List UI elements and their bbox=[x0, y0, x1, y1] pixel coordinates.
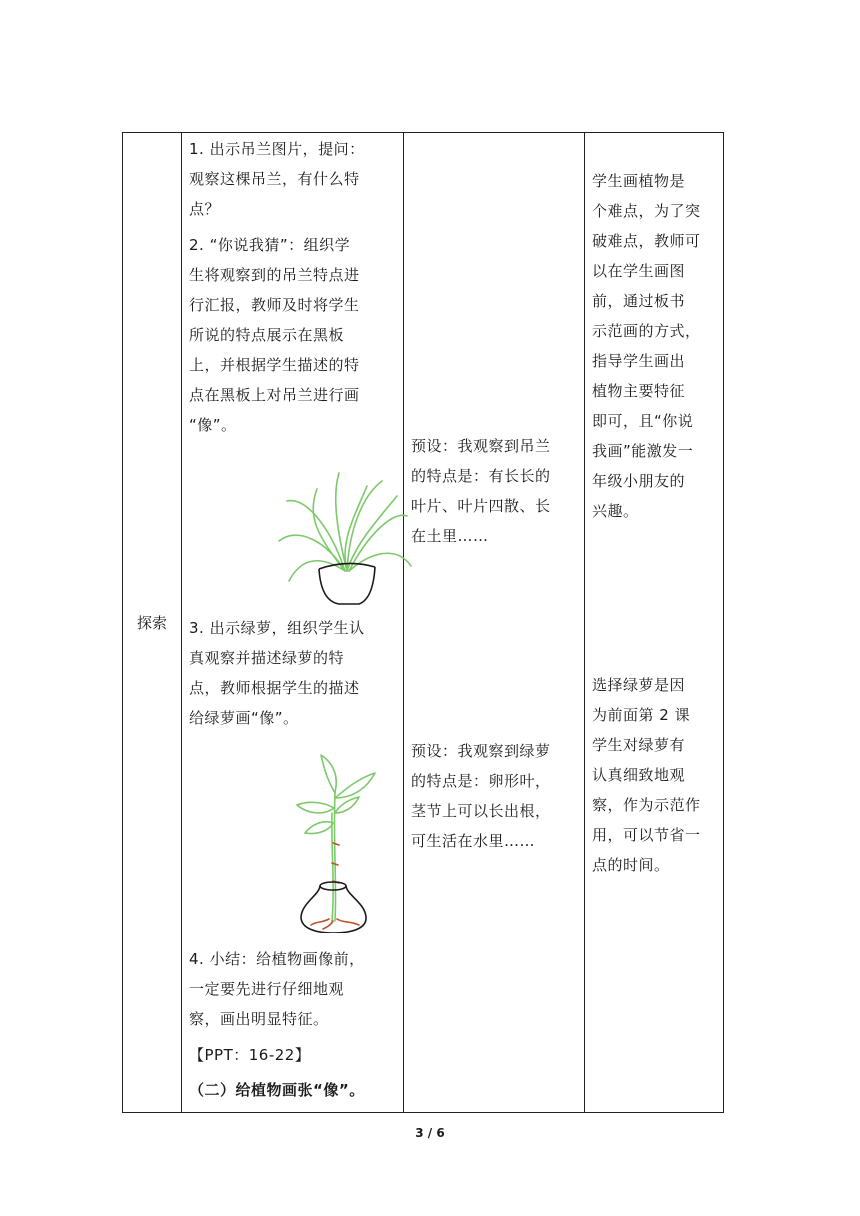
design-intent-cell bbox=[585, 133, 724, 1113]
design-note-1: 学生画植物是 个难点，为了突 破难点，教师可 以在学生画图 前，通过板书 示范画的方式， 指导学生画出 植物主要特征 即可，且“你说 我画”能激发一 年级小朋友的 兴趣。 bbox=[592, 172, 701, 520]
teacher-activity-cell bbox=[182, 133, 404, 1113]
pothos-drawing bbox=[277, 753, 397, 933]
student-activity-cell bbox=[404, 133, 585, 1113]
stage-label: 探索 bbox=[136, 614, 167, 632]
teacher-step-4: 4. 小结：给植物画像前， 一定要先进行仔细地观 察，画出明显特征。 bbox=[189, 950, 365, 1028]
section-heading: （二）给植物画张“像”。 bbox=[189, 1081, 365, 1099]
lesson-plan-table bbox=[122, 132, 724, 1113]
ppt-reference: 【PPT：16-22】 bbox=[189, 1046, 311, 1064]
stage-cell bbox=[123, 133, 182, 1113]
teacher-step-2: 2. “你说我猜”：组织学 生将观察到的吊兰特点进 行汇报，教师及时将学生 所说的特点展示在黑板 上，并根据学生描述的特 点在黑板上对吊兰进行画 “像”。 bbox=[189, 236, 360, 434]
teacher-step-3: 3. 出示绿萝，组织学生认 真观察并描述绿萝的特 点，教师根据学生的描述 给绿萝画“像”。 bbox=[189, 619, 365, 727]
student-response-pothos: 预设：我观察到绿萝 的特点是：卵形叶， 茎节上可以长出根， 可生活在水里…… bbox=[411, 742, 551, 850]
student-response-spider: 预设：我观察到吊兰 的特点是：有长长的 叶片、叶片四散、长 在土里…… bbox=[411, 437, 551, 545]
teacher-step-1: 1. 出示吊兰图片，提问： 观察这棵吊兰，有什么特 点？ bbox=[189, 140, 365, 218]
spider-plant-drawing bbox=[277, 471, 417, 607]
design-note-2: 选择绿萝是因 为前面第 2 课 学生对绿萝有 认真细致地观 察，作为示范作 用，可以节省一 点的时间。 bbox=[592, 676, 701, 874]
page-number: 3 / 6 bbox=[415, 1126, 445, 1140]
